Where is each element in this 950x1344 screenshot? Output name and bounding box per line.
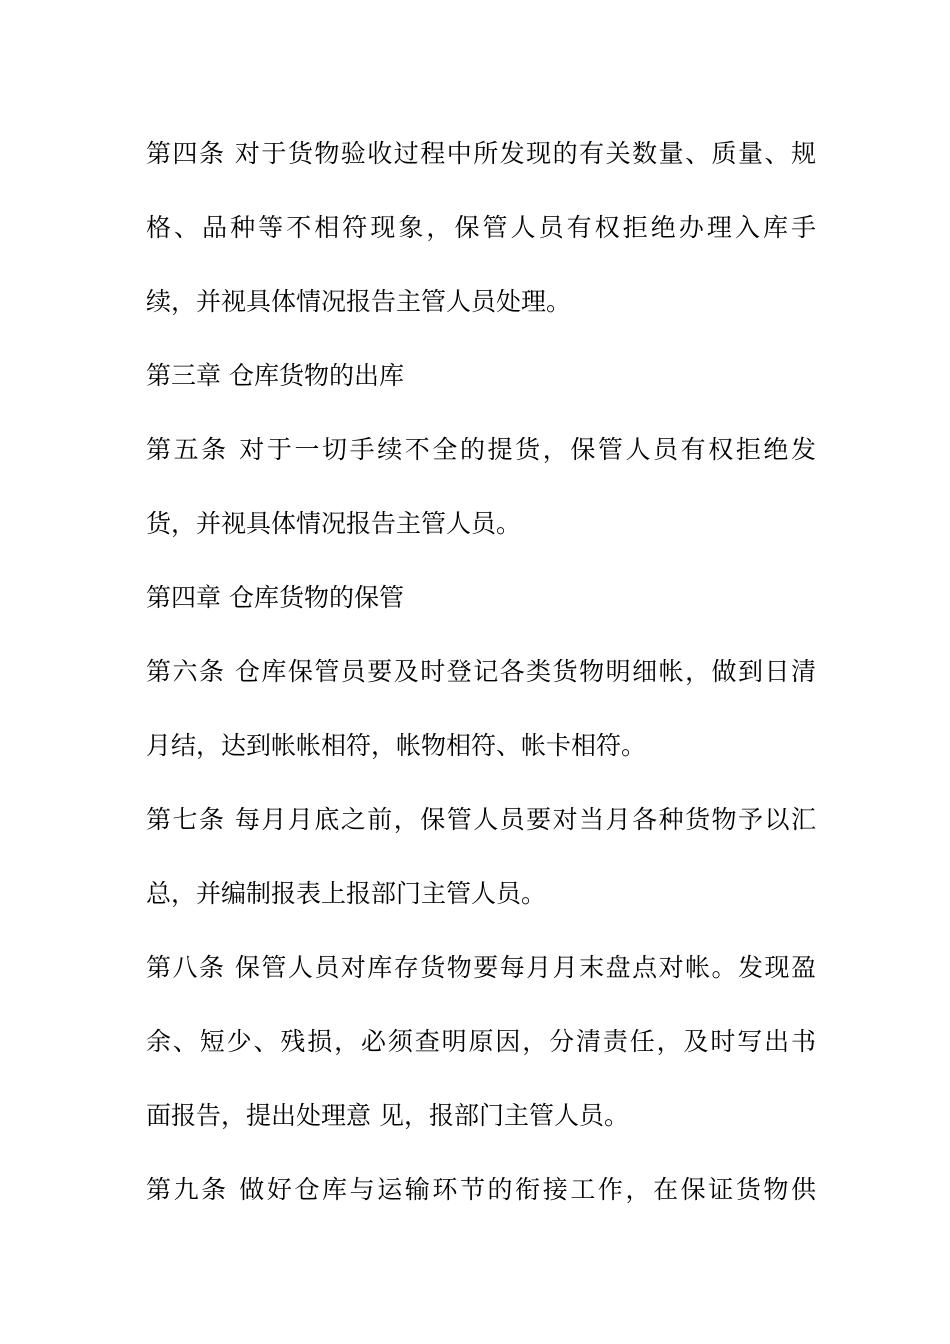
paragraph-line: 货，并视具体情况报告主管人员。	[146, 509, 522, 538]
paragraph-line: 余、短少、残损，必须查明原因，分清责任，及时写出书	[146, 1027, 816, 1056]
paragraph-line: 续，并视具体情况报告主管人员处理。	[146, 287, 572, 316]
paragraph-line: 第八条 保管人员对库存货物要每月月末盘点对帐。发现盈	[146, 953, 816, 982]
chapter-heading: 第三章 仓库货物的出库	[146, 361, 404, 390]
paragraph-line: 面报告，提出处理意 见，报部门主管人员。	[146, 1101, 629, 1130]
paragraph-line: 第六条 仓库保管员要及时登记各类货物明细帐，做到日清	[146, 657, 816, 686]
paragraph-line: 月结，达到帐帐相符，帐物相符、帐卡相符。	[146, 731, 647, 760]
paragraph-line: 总，并编制报表上报部门主管人员。	[146, 879, 547, 908]
paragraph-line: 第四条 对于货物验收过程中所发现的有关数量、质量、规	[146, 139, 816, 168]
paragraph-line: 第五条 对于一切手续不全的提货，保管人员有权拒绝发	[146, 435, 816, 464]
paragraph-line: 格、品种等不相符现象，保管人员有权拒绝办理入库手	[146, 213, 816, 242]
paragraph-line: 第九条 做好仓库与运输环节的衔接工作，在保证货物供	[146, 1175, 816, 1204]
chapter-heading: 第四章 仓库货物的保管	[146, 583, 404, 612]
paragraph-line: 第七条 每月月底之前，保管人员要对当月各种货物予以汇	[146, 805, 816, 834]
